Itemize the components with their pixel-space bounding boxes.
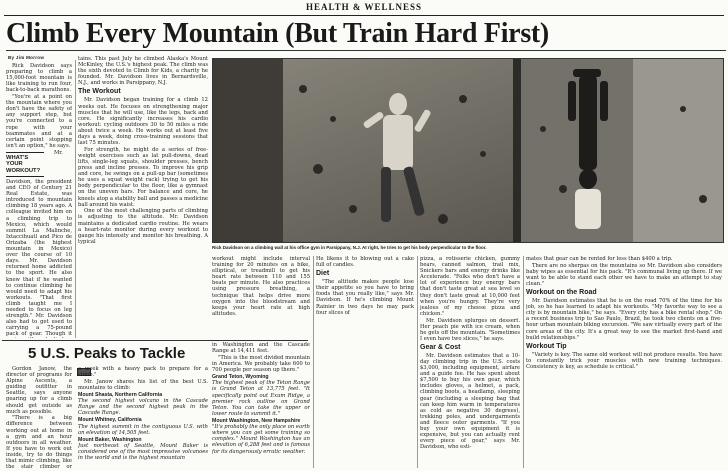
paragraph: "There is a big difference between working out at home in a gym and an hour outdoors in all weather. If you have to work out inside, try to do things that mimic climbing, like the stair climber or	[6, 415, 72, 470]
article-column-5	[420, 256, 520, 468]
sidebar-question: WHAT'S YOUR WORKOUT?	[6, 154, 41, 174]
column-divider	[313, 256, 314, 468]
paragraph: Mr. Davidson began training for a climb 12 weeks out. He focuses on strengthening major muscles that he will use, like the legs, back and core. He significantly increases his cardio workout: cycling outdoors 30 to 50 miles a ride about twice a week. He works out at least five days a week, doing cross-training sessions that last 75 minutes.	[78, 97, 208, 147]
peak-description: Just northeast of Seattle, Mount Baker is considered one of the most impressive volcanoes in the world and is the highest mountain	[78, 443, 208, 462]
peak-name: Mount Shasta, Northern California	[78, 391, 163, 398]
peak-name: Mount Washington, New Hampshire	[212, 417, 301, 424]
paragraph: Mr. Davidson estimates that a 10-day climbing trip in the U.S. costs $3,000, including equipment, airfare and a guide fee. He has spent about $7,500 to buy his own gear, which includes gloves, a helmet, a pack, climbing boots, a headlamp, sleeping gear (including a sleeping bag that can keep him warm in temperatures as cold as negative 30 degrees), trekking poles, and undergarments and fleece outer garments. "If you buy your own equipment it is expensive, but you can actually rent every piece of gear," says Mr. Davidson, who esti-	[420, 352, 520, 451]
article-column-3	[212, 256, 310, 340]
paragraph: in Washington and the Cascade Range at 14,411 feet.	[212, 342, 310, 355]
sidebar-box	[6, 152, 44, 178]
peaks-title: 5 U.S. Peaks to Tackle	[28, 345, 186, 362]
subhead-workout-on-road: Workout on the Road	[526, 289, 597, 297]
peak-name: Mount Baker, Washington	[78, 436, 142, 443]
climbing-photo	[212, 58, 724, 243]
paragraph: "Variety is key. The same old workout will not produce results. You have to constantly trick your muscles with new training techniques. Consistency is key, as schedule is critical."	[526, 351, 722, 370]
paragraph: "This is the most divided mountain in America. We probably take 600 to 700 people per season up there."	[212, 354, 310, 373]
subhead-diet: Diet	[316, 270, 330, 278]
subhead-workout: The Workout	[78, 88, 121, 96]
peak-name: Grand Teton, Wyoming	[212, 373, 269, 380]
peaks-column-2	[78, 366, 208, 470]
column-divider	[75, 60, 76, 338]
paragraph: mates that gear can be rented for less than $400 a trip.	[526, 256, 673, 262]
paragraph: tains. This past July he climbed Alaska's Mount McKinley, the U.S.'s highest peak. The climb was the sixth devoted to Climb for Kids, a charity he founded. Mr. Davidson lives in Bernardsville, N.J., and works in Parsippany, N.J.	[78, 56, 208, 87]
peaks-column-1	[6, 366, 72, 470]
paragraph: Mr. Davidson estimates that he is on the road 70% of the time for his job, so he has learned to adapt his workouts. "My favorite way to see a city is by mountain bike," he says. "Every city has a bike rental shop." On a recent business trip to Sao Paulo, Brazil, he took two clients on a five-hour urban mountain biking excursion. "We saw virtually every part of the core areas of the city. It's a great way to see the market first-hand and build relationships."	[526, 298, 722, 341]
subhead-gear-cost: Gear & Cost	[420, 343, 461, 351]
paragraph: One of the most challenging parts of climbing is adjusting to the altitude. Mr. Davidson maintains a dedicated cardio routine. He wears a heart-rate monitor during every workout to gauge his intensity and monitor his breathing. A typical	[78, 208, 208, 245]
peak-description: The highest peak of the Teton Range is Grand Teton at 13,775 feet. "It specifically point out Exum Ridge, a premier rock outline on Grand Teton. You can take the upper or lower route to summit it."	[212, 380, 310, 417]
paragraph: Mr. Davidson splurges on dessert. Her peach pie with ice cream, when he gets off the mountain. "Sometimes I even have two slices," he says.	[420, 317, 520, 342]
article-column-1	[6, 63, 72, 338]
subhead-workout-tip: Workout Tip	[526, 342, 567, 350]
photo-caption: Rick Davidson on a climbing wall at his office gym in Parsippany, N.J. At right, he tries to get his body perpendicular to the floor.	[212, 245, 487, 250]
paragraph: workout might include interval training for 20 minutes on a bike, elliptical, or treadmill to get his heart rate between 110 and 155 beats per minute. He also practices using pressure breathing, a technique that helps drive more oxygen into the bloodstream and keeps your heart rate at high altitudes.	[212, 256, 310, 317]
paragraph: Mr. Janow shares his list of the best U.S. mountains to climb:	[78, 378, 208, 391]
paragraph: "You're at a point on the mountain where you don't have the safety of any support step, but you're connected to a rope with your teammates and at a certain point stopping isn't an option," he says.	[6, 94, 72, 149]
paragraph: He likens it to blowing out a cake full of candles.	[316, 256, 414, 269]
paragraph: pizza, a rotisserie chicken, gummy bears, canned salmon, trail mix, Snickers bars and energy drinks like Accelerade. "Folks who don't have a lot of experience buy energy bars that don't taste great at sea level so they don't taste great at 10,000 feet when you're hungry. They're very jealous of my cheese pizza and chicken."	[420, 256, 520, 317]
column-divider	[417, 256, 418, 468]
byline: By Jim Morrow	[8, 55, 45, 60]
article-column-2	[78, 56, 208, 338]
peaks-column-3	[212, 342, 310, 470]
article-column-4	[316, 256, 414, 340]
paragraph: "The altitude makes people lose their appetite so you have to bring foods that you really like," says Mr. Davidson. If he's climbing Mount Rainier in two days he may pack four slices of	[316, 279, 414, 316]
paragraph: Gordon Janow, the director of programs for Alpine Ascents, a guiding outfitter in Seattle, says anyone gearing up for a climb should get outside as much as possible.	[6, 366, 72, 415]
paragraph: a week with a heavy pack to prepare for a climb."	[78, 366, 208, 379]
paragraph: For strength, he might do a series of free-weight exercises such as lat pull-downs, dead lifts, single-leg squats, shoulder presses, bench press and incline presses. To improve his grip and core, he swings on a pull-up bar (sometimes he uses a squat weight rack) trying to get his body perpendicular to the floor, like a gymnast on the uneven bars. For balance and core, he kneels atop a stability ball and passes a medicine ball around his waist.	[78, 146, 208, 208]
peak-description: The second highest volcano in the Cascade Range and the second highest peak in the Cascade Range.	[78, 398, 208, 417]
column-divider	[523, 256, 524, 468]
paragraph: There are no sherpas on the mountains so Mr. Davidson also considers baby wipes as essential for his pack. "It's communal living up there. If we want to be able to stand each other we have to make an attempt to stay clean."	[526, 262, 722, 287]
paragraph: Rick Davidson says preparing to climb a 15,000-foot mountain is like training to run four, back-to-back marathons.	[6, 63, 72, 94]
article-column-6	[526, 256, 722, 468]
headline: Climb Every Mountain (But Train Hard First)	[6, 17, 726, 51]
paragraph: Mr. Davidson, the president and CEO of Century 21 Real Estate, was introduced to mountain climbing 18 years ago. A colleague invited him on a climbing trip to Mexico, which would summit La Malinche, Ixtaccihuatl and Pico de Orizaba (the highest mountain in Mexico) over the course of 10 days. Mr. Davidson returned home addicted to the sport. He also knew that if he wanted to continue climbing he would need to adapt his workouts. "That first climb taught me I needed to focus on leg strength." Mr. Davidson also had to get used to carrying a 75-pound pack of gear. Though it	[6, 149, 72, 338]
climbing-photo-image	[213, 59, 724, 243]
section-header: HEALTH & WELLNESS	[4, 2, 724, 16]
peak-description: The highest summit in the contiguous U.S. with an elevation of 14,505 feet.	[78, 423, 208, 436]
peak-description: "It's probably the only place on earth where you can get some training so complex." Mount Washington has an elevation of 6,288 feet and is famous for its dangerously erratic weather.	[212, 424, 310, 455]
peak-name: Mount Whitney, California	[78, 417, 142, 424]
